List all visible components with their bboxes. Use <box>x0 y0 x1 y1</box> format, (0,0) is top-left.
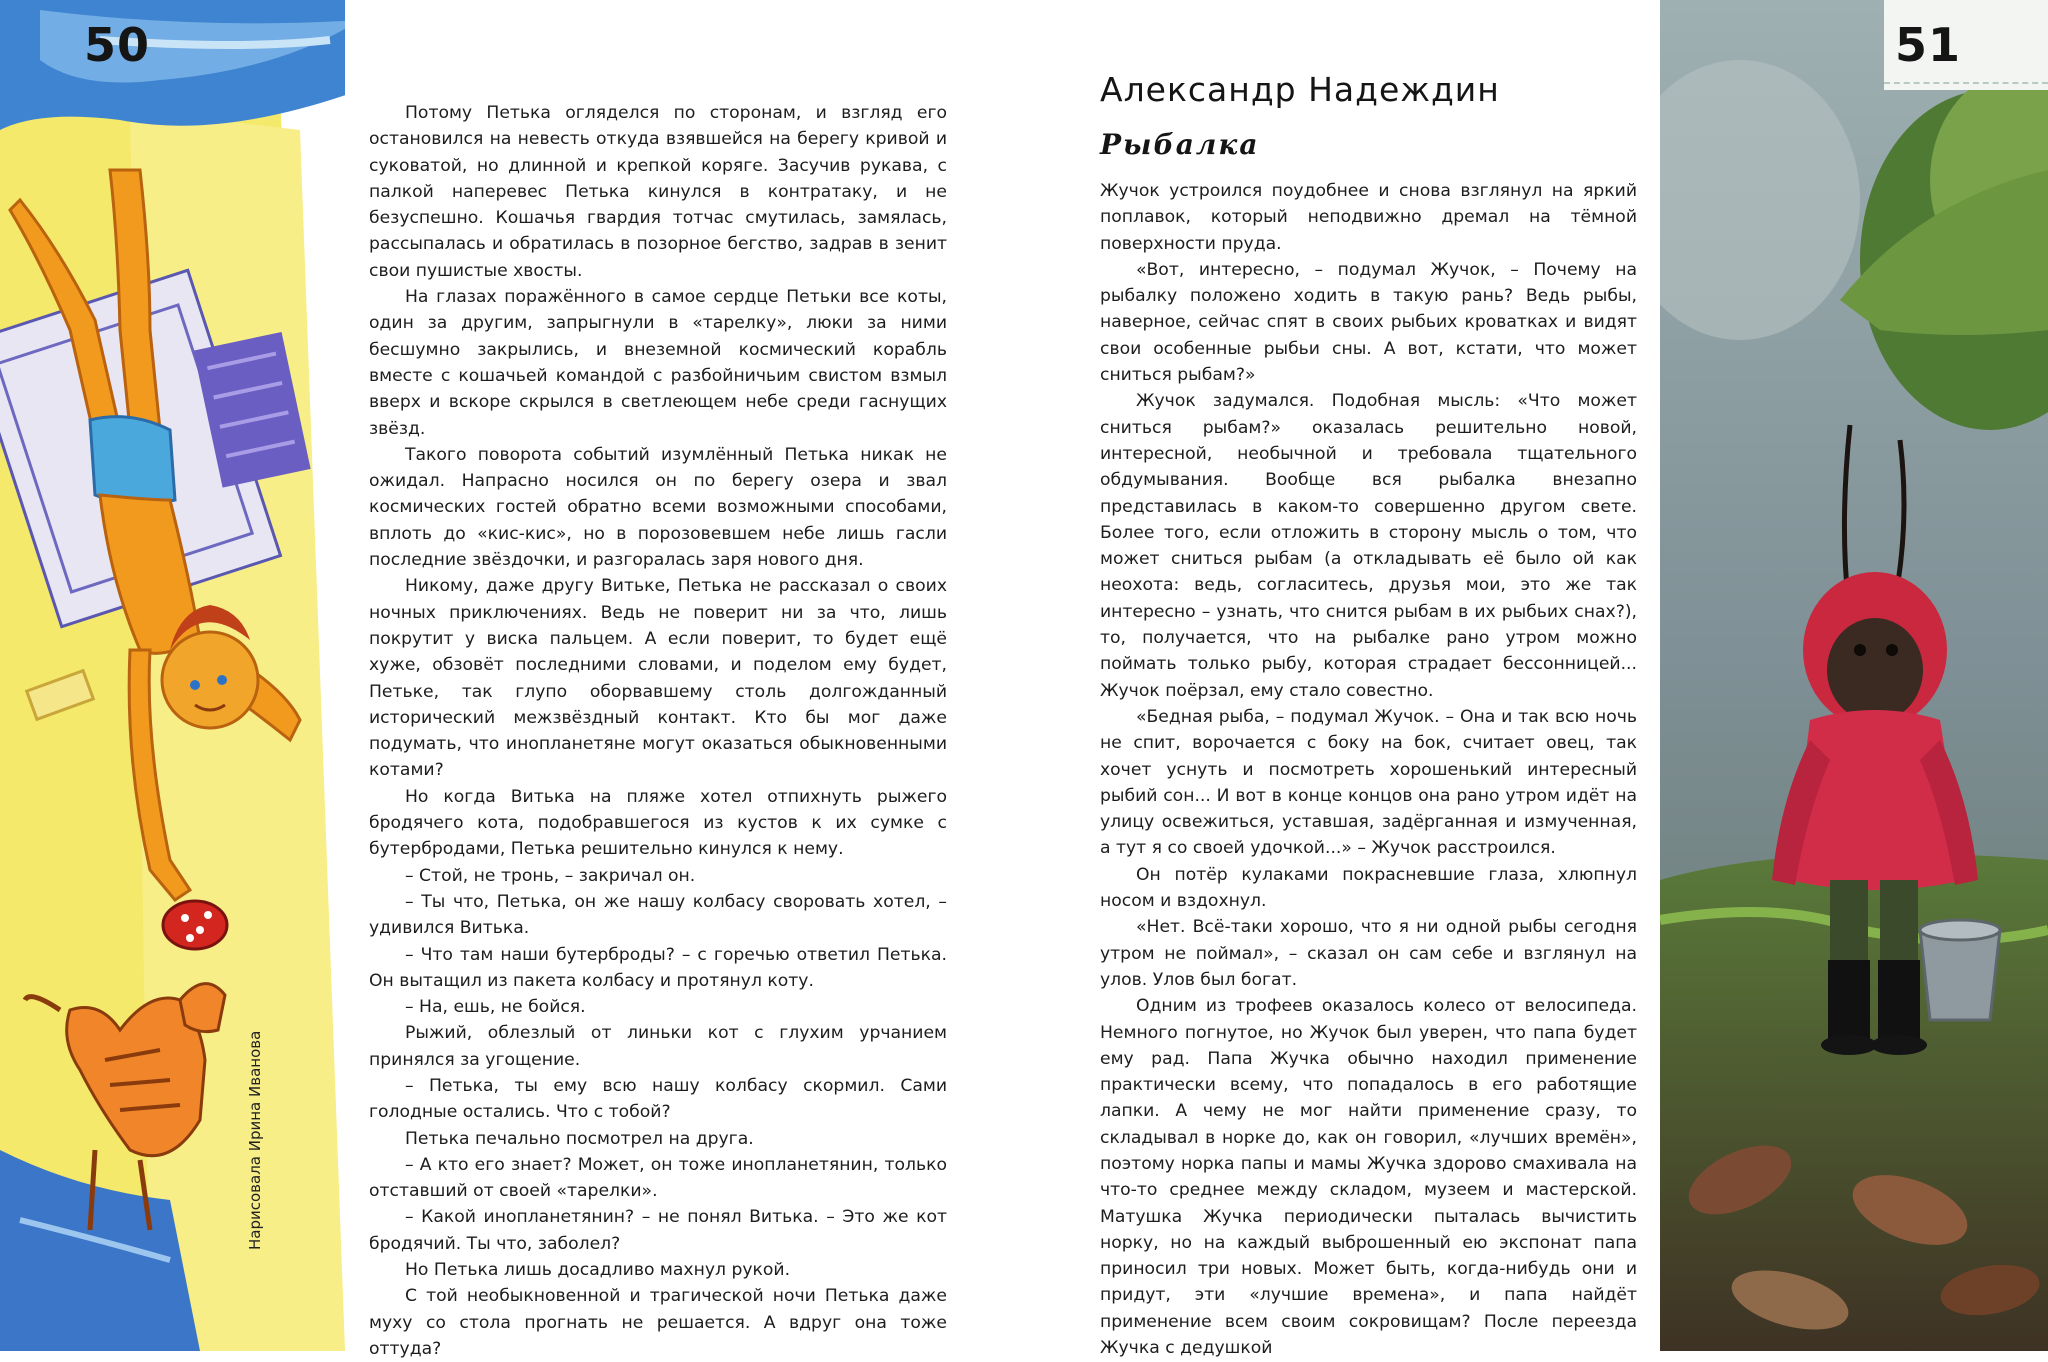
paragraph: Одним из трофеев оказалось колесо от велосипеда. Немного погнутое, но Жучок был уверен, что папа будет ему рад. Папа Жучка обычно находил применение практически всему, что попадалось в его работящие лапки. А чему не мог найти применение сразу, то складывал в норке до, как он говорил, «лучших времён», поэтому норка папы и мамы Жучка здорово смахивала на что-то среднее между складом, музеем и мастерской. Матушка Жучка периодически пыталась вычистить норку, но на каждый выброшенный ею экспонат папа приносил три новых. Может быть, когда-нибудь они и придут, эти «лучшие времена», и папа найдёт применение всем своим сокровищам? После переезда Жучка с дедушкой <box>1100 996 1637 1359</box>
paragraph: Никому, даже другу Витьке, Петька не рассказал о своих ночных приключениях. Ведь не поверит ни за что, лишь покрутит у виска пальцем. А если поверит, то будет ещё хуже, обзовёт последними словами, и поделом ему будет, Петьке, так глупо оборвавшему столь долгожданный исторический межзвёздный контакт. Кто бы мог даже подумать, что инопланетяне могут оказаться обыкновенными котами? <box>369 576 947 781</box>
illustration-credit: Нарисовала Ирина Иванова <box>246 1030 264 1250</box>
paragraph: – Что там наши бутерброды? – с горечью ответил Петька. Он вытащил из пакета колбасу и протянул коту. <box>369 944 947 991</box>
paragraph: – Стой, не тронь, – закричал он. <box>405 865 696 886</box>
paragraph: Петька печально посмотрел на друга. <box>405 1128 754 1149</box>
paragraph: Потому Петька огляделся по сторонам, и взгляд его остановился на невесть откуда взявшейся на берегу кривой и суковатой, но длинной и крепкой коряге. Засучив рукава, с палкой наперевес Петька кинулся в контратаку, и не безуспешно. Кошачья гвардия тотчас смутилась, замялась, рассыпалась и обратилась в позорное бегство, задрав в зенит свои пушистые хвосты. <box>369 103 947 281</box>
author-name: Александр Надеждин <box>1100 70 1500 109</box>
paragraph: Жучок задумался. Подобная мысль: «Что может сниться рыбам?» оказалась решительно новой, интересной, необычной и требовала тщательного обдумывания. Вообще вся рыбалка внезапно представилась в каком-то совершенно другом свете. Более того, если отложить в сторону мысль о том, что может сниться рыбам (а откладывать её было ой как неохота: ведь, согласитесь, друзья мои, это же так интересно – узнать, что снится рыбам в их рыбьих снах?), то, получается, что на рыбалке рано утром можно поймать только рыбу, которая страдает бессонницей... Жучок поёрзал, ему стало совестно. <box>1100 391 1637 701</box>
left-illustration <box>0 0 345 1351</box>
beetle-doll-photo <box>1660 0 2048 1351</box>
paragraph: На глазах поражённого в самое сердце Петьки все коты, один за другим, запрыгнули в «тарелку», люки за ними бесшумно закрылись, и внеземной космический корабль вместе с кошачьей командой с разбойничьим свистом взмыл вверх и вскоре скрылся в светлеющем небе среди гаснущих звёзд. <box>369 287 947 439</box>
paragraph: Такого поворота событий изумлённый Петька никак не ожидал. Напрасно носился он по берегу озера и звал космических гостей обратно всеми возможными способами, вплоть до «кис-кис», но в порозовевшем небе лишь гасли последние звёздочки, и разгоралась заря нового дня. <box>369 444 947 571</box>
paragraph: – Какой инопланетянин? – не понял Витька. – Это же кот бродячий. Ты что, заболел? <box>369 1207 947 1254</box>
paragraph: С той необыкновенной и трагической ночи Петька даже муху со стола прогнать не решается. А вдруг она тоже оттуда? <box>369 1286 947 1359</box>
page-number-left: 50 <box>84 18 151 72</box>
right-page-text <box>1100 178 1637 1361</box>
paragraph: – Ты что, Петька, он же нашу колбасу своровать хотел, – удивился Витька. <box>369 891 947 939</box>
paragraph: «Вот, интересно, – подумал Жучок, – Почему на рыбалку положено ходить в такую рань? Ведь рыбы, наверное, сейчас спят в своих рыбьих кроватках и видят свои особенные рыбьи сны. А вот, кстати, что может сниться рыбам?» <box>1100 259 1637 386</box>
paragraph: «Нет. Всё-таки хорошо, что я ни одной рыбы сегодня утром не поймал», – сказал он сам себе и взглянул на улов. Улов был богат. <box>1100 917 1637 990</box>
paragraph: Рыжий, облезлый от линьки кот с глухим урчанием принялся за угощение. <box>369 1023 947 1070</box>
right-photo <box>1660 0 2048 1351</box>
paragraph: – На, ешь, не бойся. <box>405 997 586 1018</box>
paragraph: Жучок устроился поудобнее и снова взглянул на яркий поплавок, который неподвижно дремал на тёмной поверхности пруда. <box>1100 181 1637 254</box>
story-title: Рыбалка <box>1100 128 1260 161</box>
left-page-text <box>369 100 947 1362</box>
page-number-right: 51 <box>1895 18 1962 72</box>
paragraph: – А кто его знает? Может, он тоже инопланетянин, только отставший от своей «тарелки». <box>369 1154 947 1202</box>
paragraph: – Петька, ты ему всю нашу колбасу скормил. Сами голодные остались. Что с тобой? <box>369 1075 947 1123</box>
boy-and-cat-illustration <box>0 0 345 1351</box>
paragraph: «Бедная рыба, – подумал Жучок. – Она и так всю ночь не спит, ворочается с боку на бок, считает овец, так хочет уснуть и посмотреть хорошенький интересный рыбий сон... И вот в конце концов она рано утром идёт на улицу освежиться, уставшая, задёрганная и измученная, а тут я со своей удочкой...» – Жучок расстроился. <box>1100 706 1637 859</box>
paragraph: Он потёр кулаками покрасневшие глаза, хлюпнул носом и вздохнул. <box>1100 864 1637 912</box>
paragraph: Но когда Витька на пляже хотел отпихнуть рыжего бродячего кота, подобравшегося из кустов к их сумке с бутербродами, Петька решительно кинулся к нему. <box>369 786 947 860</box>
paragraph: Но Петька лишь досадливо махнул рукой. <box>405 1260 791 1281</box>
